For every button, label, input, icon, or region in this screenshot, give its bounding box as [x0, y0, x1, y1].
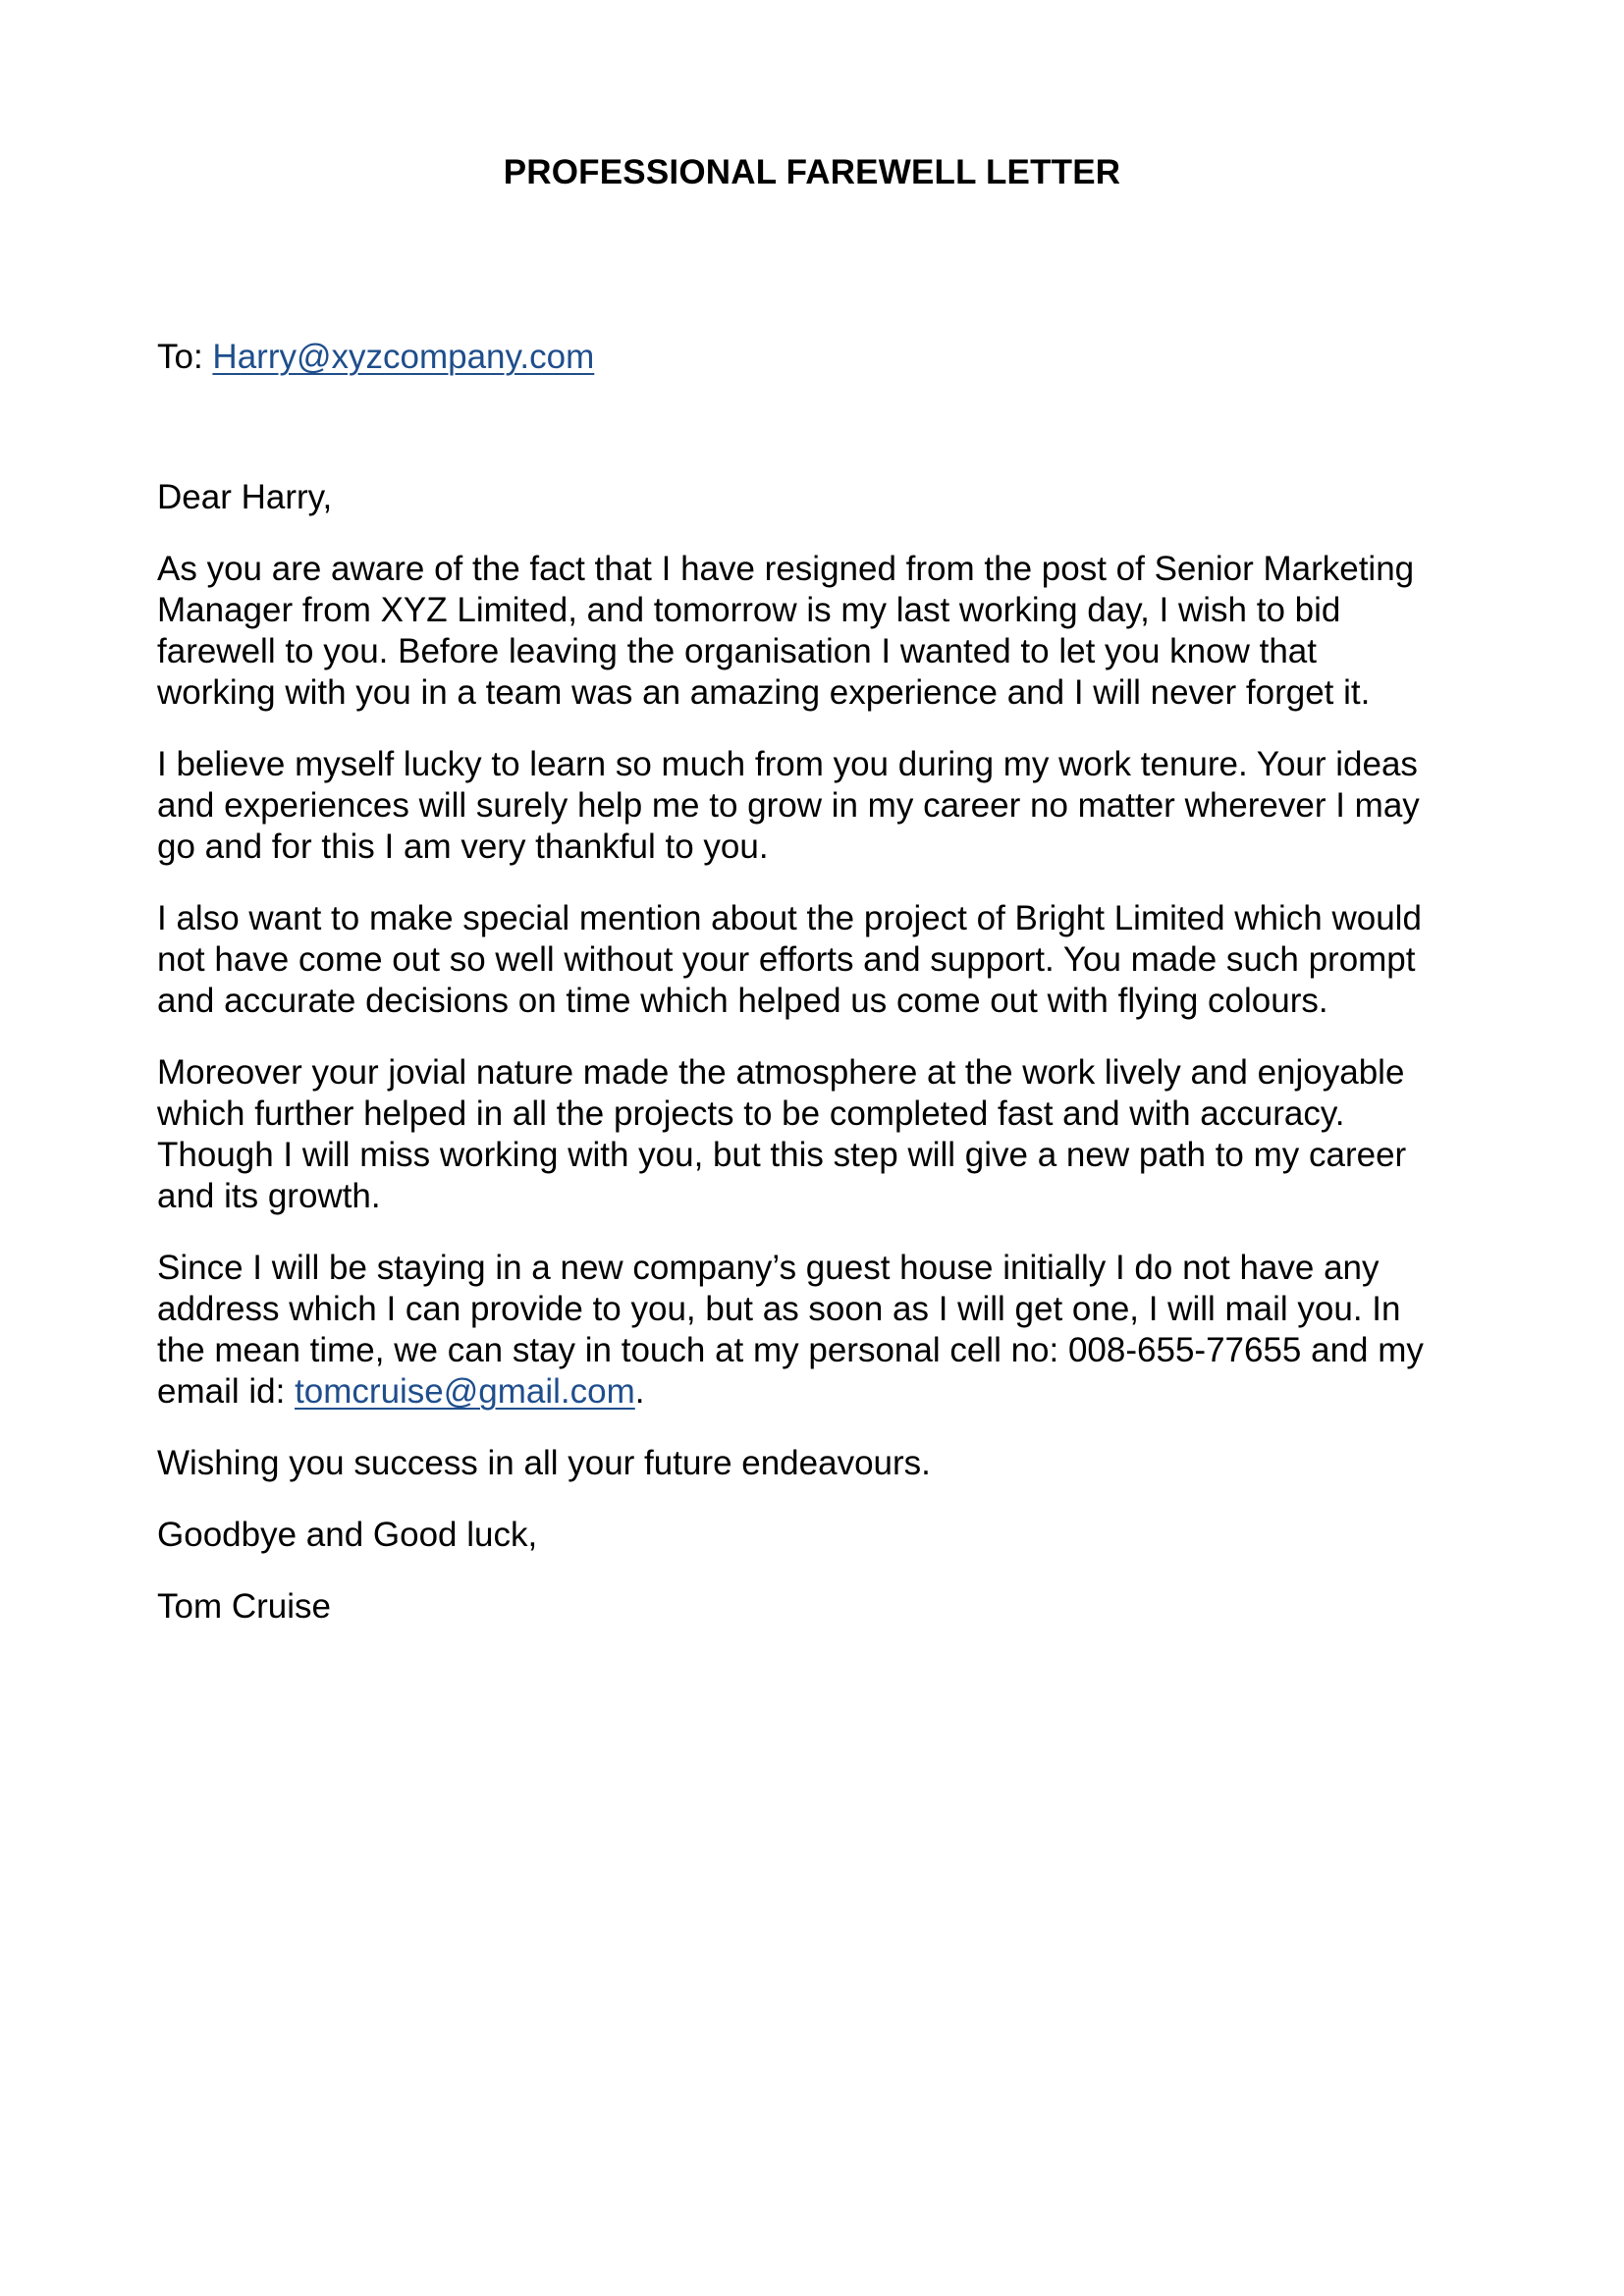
body-paragraph-project: I also want to make special mention about the project of Bright Limited which would not have come out so well without your efforts and support. You made such prompt and accurate decisions on time which helped us come out with flying colours. [157, 899, 1422, 1020]
sign-off: Goodbye and Good luck, [157, 1516, 538, 1554]
contact-email-link[interactable]: tomcruise@gmail.com [295, 1372, 635, 1411]
body-paragraph-gratitude: I believe myself lucky to learn so much from you during my work tenure. Your ideas and experiences will surely help me to grow in my career no matter wherever I may go and for this I am very thankful to you. [157, 745, 1420, 866]
body-paragraph-nature: Moreover your jovial nature made the atmosphere at the work lively and enjoyable which further helped in all the projects to be completed fast and with accuracy. Though I will miss working with you, but this step will give a new path to my career and its growth. [157, 1053, 1407, 1215]
letter-title: PROFESSIONAL FAREWELL LETTER [503, 153, 1121, 191]
recipient-email-link[interactable]: Harry@xyzcompany.com [212, 338, 595, 376]
recipient-label: To: [157, 338, 213, 376]
body-paragraph-resignation: As you are aware of the fact that I have resigned from the post of Senior Marketing Manager from XYZ Limited, and tomorrow is my last working day, I wish to bid farewell to you. Before leaving the organisation I wanted to let you know that working with you in a team was an amazing experience and I will never forget it. [157, 550, 1415, 712]
salutation: Dear Harry, [157, 478, 333, 516]
recipient-line [157, 337, 594, 378]
contact-period: . [634, 1372, 645, 1411]
closing-wish: Wishing you success in all your future endeavours. [157, 1444, 931, 1482]
letter-body [157, 477, 1492, 1658]
body-paragraph-contact [157, 1248, 1492, 1413]
contact-text: Since I will be staying in a new company’s guest house initially I do not have any address which I can provide to you, but as soon as I will get one, I will mail you. In the mean time, we can stay in touch at my personal cell no: 008-655-77655 and my email id: [157, 1249, 1424, 1411]
signature-name: Tom Cruise [157, 1587, 331, 1626]
